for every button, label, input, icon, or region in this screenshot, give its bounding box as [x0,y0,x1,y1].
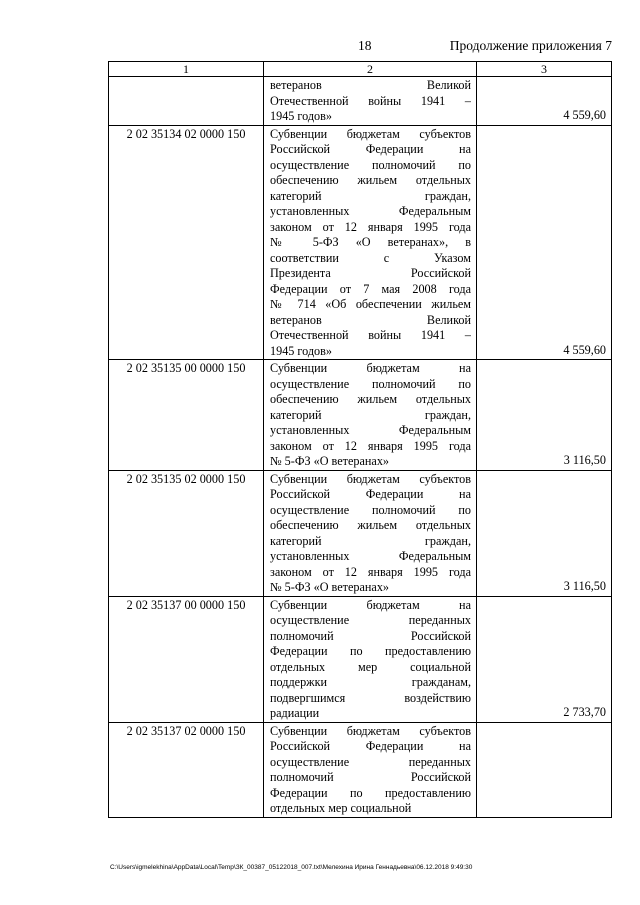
description-cell [264,470,477,596]
description-line: осуществление полномочий по [270,376,471,391]
description-cell [264,125,477,360]
column-header-1: 1 [109,62,264,77]
description-line: законом от 12 января 1995 года [270,564,471,579]
description-cell [264,360,477,471]
description-line: Российской Федерации на [270,487,471,501]
description-cell [264,77,477,126]
budget-code-cell: 2 02 35135 00 0000 150 [109,360,264,471]
description-line: № 714 «Об обеспечении жильем [270,297,471,311]
description-line: Субвенции бюджетам на [270,361,471,375]
page-number: 18 [358,38,372,53]
description-line: обеспечению жильем отдельных [270,173,471,187]
description-line: № 5-ФЗ «О ветеранах» [270,580,390,594]
budget-code-cell: 2 02 35135 02 0000 150 [109,470,264,596]
description-line: Российской Федерации на [270,142,471,156]
amount-cell: 3 116,50 [477,470,612,596]
description-line: категорий граждан, [270,533,471,548]
column-header-row [109,62,612,77]
table-row [109,470,612,596]
description-line: ветеранов Великой [270,312,471,327]
description-line: подвергшимся воздействию [270,690,471,705]
appendix-table [108,61,612,818]
description-line: Федерации от 7 мая 2008 года [270,281,471,296]
description-line: отдельных мер социальной [270,659,471,674]
description-line: Отечественной войны 1941 – [270,328,471,342]
budget-code-cell: 2 02 35137 02 0000 150 [109,722,264,817]
table-row [109,125,612,360]
amount-cell: 4 559,60 [477,77,612,126]
description-line: 1945 годов» [270,109,333,123]
file-path-footer: C:\Users\igmelekhina\AppData\Local\Temp\ЗК_00387_05122018_007.txt\Мелехина Ирина Геннадьевна\06.12.2018 9:49:30 [110,864,473,871]
description-line: установленных Федеральным [270,204,471,218]
description-line: категорий граждан, [270,407,471,422]
description-line: Субвенции бюджетам субъектов [270,126,471,141]
description-line: Отечественной войны 1941 – [270,93,471,108]
description-line: осуществление полномочий по [270,502,471,517]
description-cell [264,722,477,817]
description-line: установленных Федеральным [270,423,471,437]
amount-cell: 2 733,70 [477,596,612,722]
description-line: Субвенции бюджетам субъектов [270,723,471,738]
description-line: отдельных мер социальной [270,801,412,815]
amount-cell [477,722,612,817]
description-line: ветеранов Великой [270,78,471,92]
description-line: Федерации по предоставлению [270,644,471,658]
table-row [109,596,612,722]
budget-code-cell: 2 02 35134 02 0000 150 [109,125,264,360]
description-line: осуществление полномочий по [270,157,471,172]
description-line: № 5-ФЗ «О ветеранах», в [270,235,471,249]
description-line: осуществление переданных [270,613,471,627]
budget-code-cell: 2 02 35137 00 0000 150 [109,596,264,722]
description-line: полномочий Российской [270,628,471,643]
description-line: полномочий Российской [270,770,471,784]
amount-cell: 4 559,60 [477,125,612,360]
budget-code-cell [109,77,264,126]
description-line: установленных Федеральным [270,549,471,563]
description-line: Субвенции бюджетам на [270,597,471,612]
description-line: поддержки гражданам, [270,675,471,689]
column-header-3: 3 [477,62,612,77]
description-line: законом от 12 января 1995 года [270,219,471,234]
description-line: Субвенции бюджетам субъектов [270,471,471,486]
amount-cell: 3 116,50 [477,360,612,471]
description-line: обеспечению жильем отдельных [270,518,471,532]
description-line: № 5-ФЗ «О ветеранах» [270,454,390,468]
continuation-label: Продолжение приложения 7 [449,38,612,53]
table-row [109,77,612,126]
description-line: Российской Федерации на [270,739,471,753]
description-line: категорий граждан, [270,188,471,203]
description-cell [264,596,477,722]
column-header-2: 2 [264,62,477,77]
page-header [0,38,640,58]
description-line: соответствии с Указом [270,250,471,265]
description-line: Федерации по предоставлению [270,785,471,800]
table-row [109,360,612,471]
description-line: радиации [270,706,320,720]
description-line: обеспечению жильем отдельных [270,392,471,406]
table-row [109,722,612,817]
description-line: осуществление переданных [270,754,471,769]
description-line: 1945 годов» [270,343,333,358]
description-line: законом от 12 января 1995 года [270,438,471,453]
description-line: Президента Российской [270,266,471,280]
